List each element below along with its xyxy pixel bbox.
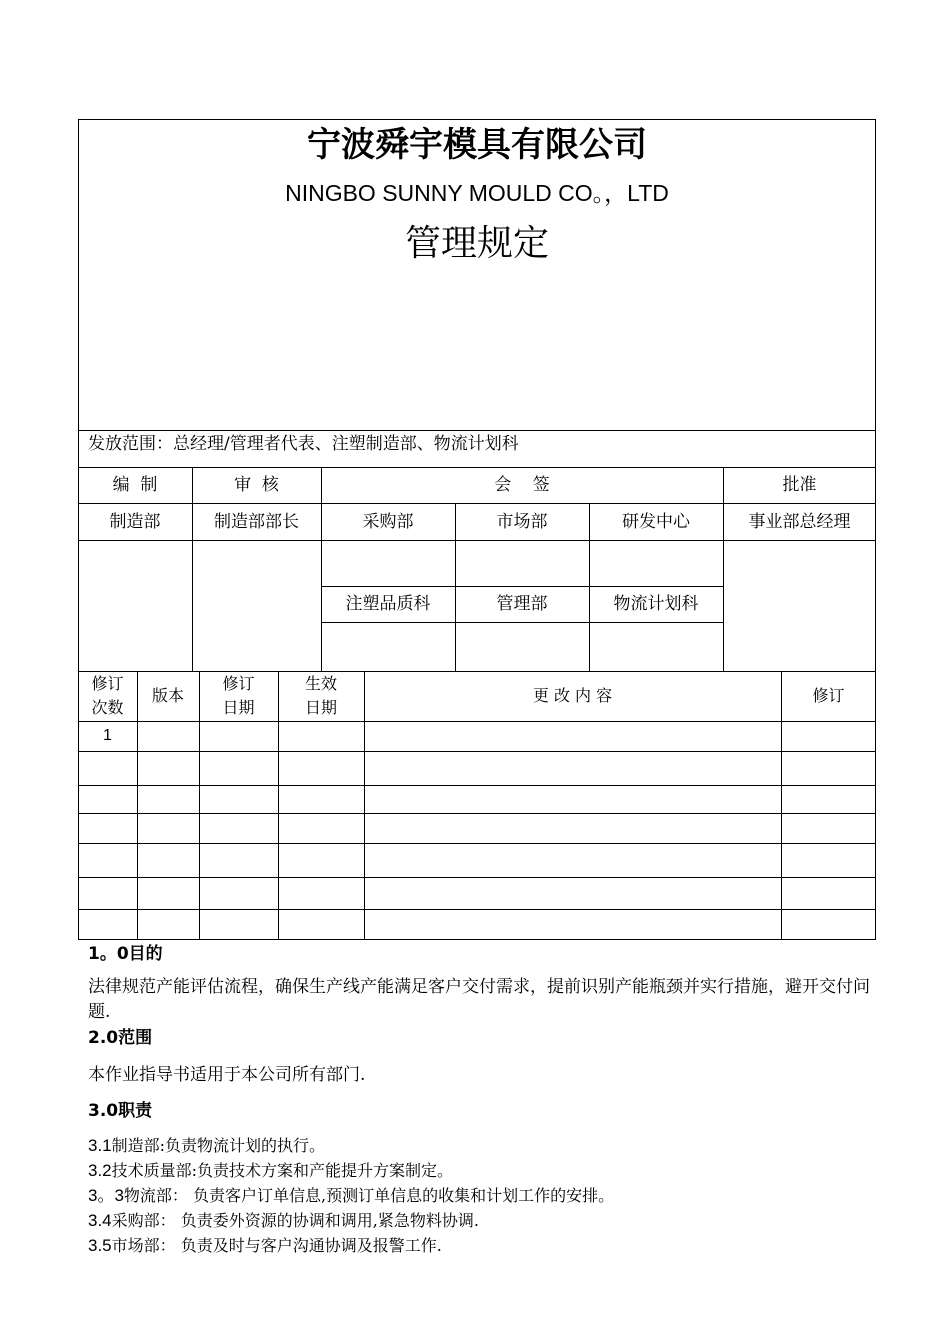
divider — [78, 813, 876, 814]
divider — [321, 622, 723, 623]
divider — [78, 430, 876, 431]
dept-logistics-planning: 物流计划科 — [613, 594, 699, 614]
duty-number: 3.2 — [88, 1161, 112, 1180]
rev-row-1-count: 1 — [103, 727, 112, 744]
rev-header-effective-date: 生效 日期 — [304, 674, 337, 717]
document-type-title: 管理规定 — [404, 223, 549, 264]
duty-item — [88, 1234, 442, 1257]
section-duty-heading: 3.0职责 — [88, 1101, 153, 1121]
duty-number: 3。3 — [88, 1186, 124, 1205]
dept-purchasing: 采购部 — [362, 511, 414, 532]
duty-text: 采购部： 负责委外资源的协调和调用,紧急物料协调. — [111, 1211, 479, 1230]
divider — [78, 877, 876, 878]
divider — [78, 751, 876, 752]
duty-text: 技术质量部:负责技术方案和产能提升方案制定。 — [111, 1161, 454, 1180]
dept-general-manager: 事业部总经理 — [748, 511, 851, 532]
duty-text: 制造部:负责物流计划的执行。 — [111, 1136, 326, 1155]
approval-header-countersign: 会 签 — [494, 475, 550, 495]
company-name-cn: 宁波舜宇模具有限公司 — [307, 125, 647, 165]
dept-manufacturing-head: 制造部部长 — [214, 511, 299, 532]
rev-header-reviser: 修订 — [812, 686, 845, 705]
approval-header-approved: 批准 — [782, 475, 817, 495]
rev-header-version: 版本 — [151, 686, 184, 705]
rev-header-change-content: 更 改 内 容 — [532, 686, 613, 705]
rev-header-revision-date: 修订 日期 — [222, 674, 255, 717]
dept-marketing: 市场部 — [496, 511, 548, 532]
dept-injection-quality: 注塑品质科 — [345, 594, 431, 614]
distribution-scope: 发放范围：总经理/管理者代表、注塑制造部、物流计划科 — [88, 434, 519, 454]
divider — [78, 785, 876, 786]
divider — [78, 909, 876, 910]
divider — [78, 540, 876, 541]
approval-header-reviewed: 审 核 — [234, 475, 279, 495]
duty-item — [88, 1209, 479, 1232]
duty-text: 物流部： 负责客户订单信息,预测订单信息的收集和计划工作的安排。 — [123, 1186, 615, 1205]
section-scope-text: 本作业指导书适用于本公司所有部门. — [88, 1065, 366, 1085]
section-purpose-heading: 1。0目的 — [88, 944, 163, 964]
dept-manufacturing: 制造部 — [109, 511, 161, 532]
duty-text: 市场部： 负责及时与客户沟通协调及报警工作. — [111, 1236, 442, 1255]
duty-item — [88, 1184, 614, 1207]
section-purpose-text: 法律规范产能评估流程，确保生产线产能满足客户交付需求，提前识别产能瓶颈并实行措施，避开交付问题. — [88, 977, 870, 1022]
dept-management: 管理部 — [496, 594, 548, 614]
duty-number: 3.5 — [88, 1236, 112, 1255]
duty-item — [88, 1159, 453, 1182]
section-scope-heading: 2.0范围 — [88, 1028, 153, 1048]
rev-header-count: 修订 次数 — [91, 674, 124, 717]
duty-item — [88, 1134, 325, 1157]
dept-rd-center: 研发中心 — [622, 511, 690, 532]
divider — [78, 721, 876, 722]
duty-number: 3.1 — [88, 1136, 112, 1155]
divider — [78, 843, 876, 844]
company-name-en: NINGBO SUNNY MOULD CO。，LTD — [285, 180, 669, 206]
duty-number: 3.4 — [88, 1211, 112, 1230]
approval-header-prepared: 编 制 — [112, 475, 158, 495]
